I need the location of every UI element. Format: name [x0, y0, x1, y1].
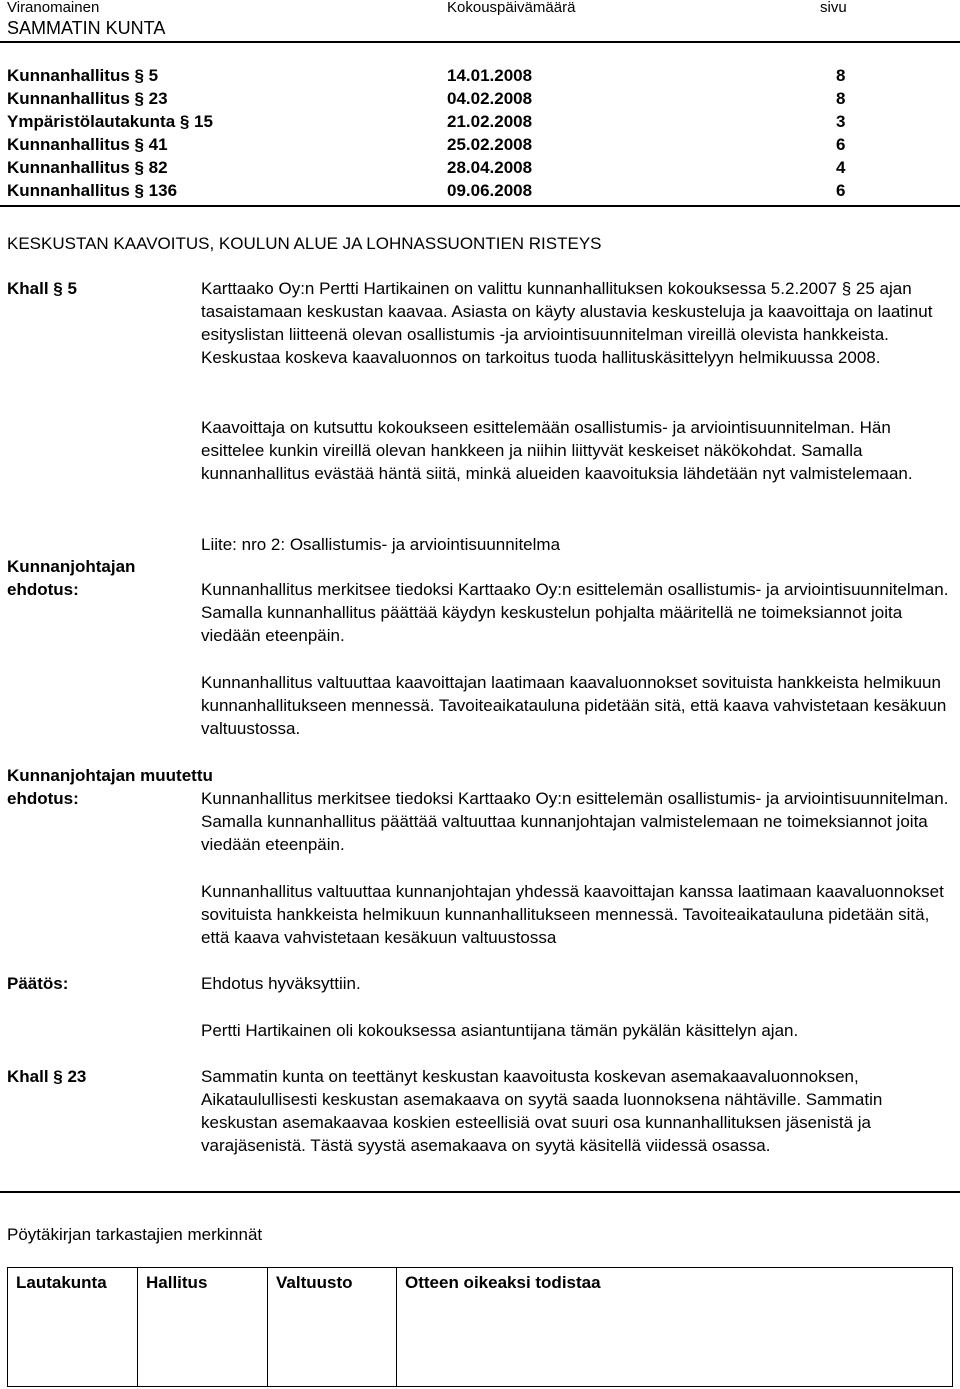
proposal-label-line1: Kunnanjohtajan [7, 557, 136, 576]
modified-p1: Kunnanhallitus merkitsee tiedoksi Karttaako Oy:n esittelemän osallistumis- ja arviointisuunnitelman. Samalla kunnanhallitus päättää valtuuttaa kunnanjohtajan valmistelemaan ne toimeksiannot joita viedään eteenpäin. [201, 789, 949, 854]
proposal-label-line2: ehdotus: [7, 580, 79, 599]
history-page: 6 [836, 135, 846, 154]
decision-label: Päätös: [7, 974, 69, 993]
modified-label-line1: Kunnanjohtajan muutettu [7, 766, 213, 785]
signature-table [7, 1267, 953, 1387]
history-page: 3 [836, 112, 846, 131]
header-date-label: Kokouspäivämäärä [447, 0, 576, 16]
history-page: 6 [836, 181, 846, 200]
footer-divider [0, 1191, 960, 1193]
history-page: 4 [836, 158, 846, 177]
history-body: Kunnanhallitus § 23 [7, 89, 168, 108]
section-title: KESKUSTAN KAAVOITUS, KOULUN ALUE JA LOHNASSUONTIEN RISTEYS [7, 234, 602, 253]
decision-p1: Ehdotus hyväksyttiin. [201, 974, 361, 993]
proposal-p1: Kunnanhallitus merkitsee tiedoksi Karttaako Oy:n esittelemän osallistumis- ja arviointisuunnitelman. Samalla kunnanhallitus päättää käydyn keskustelun pohjalta määritellä ne toimeksiannot joita viedään eteenpäin. [201, 580, 949, 645]
khall23-p1: Sammatin kunta on teettänyt keskustan kaavoitusta koskevan asemakaavaluonnoksen, Aikataulullisesti keskustan asemakaava on syytä saada luonnoksena nähtäville. Sammatin keskustan asemakaavaa koskien esteellisiä ovat suuri osa kunnanhallituksen jäsenistä ja varajäsenistä. Tästä syystä asemakaava on syytä käsitellä viidessä osassa. [201, 1067, 883, 1155]
proposal-p2: Kunnanhallitus valtuuttaa kaavoittajan laatimaan kaavaluonnokset sovituista hankkeista helmikuun kunnanhallitukseen mennessä. Tavoiteaikatauluna pidetään sitä, että kaava vahvistetaan kesäkuun valtuustossa. [201, 673, 947, 738]
signature-cell-valtuusto: Valtuusto [268, 1268, 397, 1387]
history-body: Kunnanhallitus § 41 [7, 135, 168, 154]
history-date: 09.06.2008 [447, 181, 533, 200]
modified-label-line2: ehdotus: [7, 789, 79, 808]
history-body: Ympäristölautakunta § 15 [7, 112, 213, 131]
history-divider [0, 205, 960, 207]
modified-p2: Kunnanhallitus valtuuttaa kunnanjohtajan yhdessä kaavoittajan kanssa laatimaan kaavaluonnokset sovituista hankkeista helmikuun kunnanhallitukseen mennessä. Tavoiteaikatauluna pidetään sitä, että kaava vahvistetaan kesäkuun valtuustossa [201, 882, 944, 947]
header-page-label: sivu [820, 0, 847, 16]
history-date: 25.02.2008 [447, 135, 533, 154]
history-date: 21.02.2008 [447, 112, 533, 131]
khall5-p1: Karttaako Oy:n Pertti Hartikainen on valittu kunnanhallituksen kokouksessa 5.2.2007 § 25 ajan tasaistamaan keskustan kaavaa. Asiasta on käyty alustavia keskusteluja ja kaavoittaja on laatinut esityslistan liitteenä olevan osallistumis -ja arviointisuunnitelman vireillä olevista hankkeista. Keskustaa koskeva kaavaluonnos on tarkoitus tuoda hallituskäsittelyyn helmikuussa 2008. [201, 279, 933, 367]
header-divider [0, 41, 960, 43]
history-body: Kunnanhallitus § 5 [7, 66, 159, 85]
history-date: 28.04.2008 [447, 158, 533, 177]
history-date: 14.01.2008 [447, 66, 533, 85]
decision-p2: Pertti Hartikainen oli kokouksessa asiantuntijana tämän pykälän käsittelyn ajan. [201, 1021, 799, 1040]
footer-caption: Pöytäkirjan tarkastajien merkinnät [7, 1225, 263, 1244]
signature-cell-hallitus: Hallitus [138, 1268, 268, 1387]
signature-cell-certification: Otteen oikeaksi todistaa [397, 1268, 953, 1387]
history-body: Kunnanhallitus § 136 [7, 181, 178, 200]
khall5-label: Khall § 5 [7, 279, 77, 298]
khall23-label: Khall § 23 [7, 1067, 87, 1086]
history-date: 04.02.2008 [447, 89, 533, 108]
history-body: Kunnanhallitus § 82 [7, 158, 168, 177]
history-page: 8 [836, 66, 846, 85]
header-authority-label: Viranomainen [7, 0, 100, 16]
history-page: 8 [836, 89, 846, 108]
attachment-note: Liite: nro 2: Osallistumis- ja arviointisuunnitelma [201, 535, 561, 554]
signature-cell-lautakunta: Lautakunta [8, 1268, 138, 1387]
organization-name: SAMMATIN KUNTA [7, 18, 166, 38]
khall5-p2: Kaavoittaja on kutsuttu kokoukseen esittelemään osallistumis- ja arviointisuunnitelman. Hän esittelee kunkin vireillä olevan hankkeen ja niihin liittyvät keskeiset näkökohdat. Samalla kunnanhallitus evästää häntä siitä, minkä alueiden kaavoituksia lähdetään nyt valmistelemaan. [201, 418, 913, 483]
